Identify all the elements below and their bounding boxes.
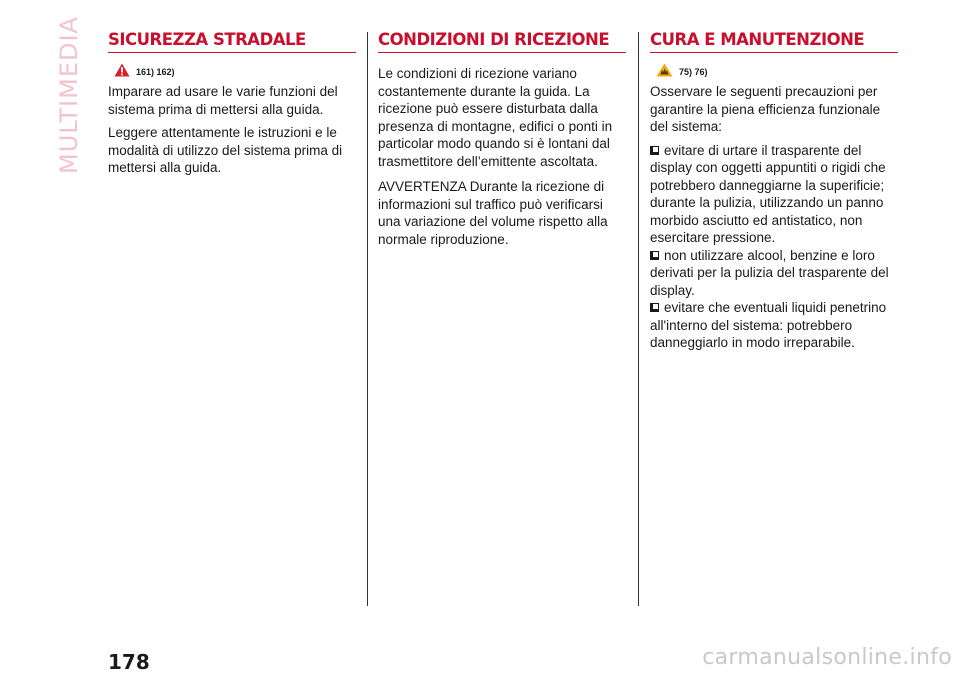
list-item	[650, 299, 898, 352]
list-item-text: evitare di urtare il trasparente del display con oggetti appuntiti o rigidi che potrebbero danneggiarne la superificie; durante la pulizia, utilizzando un panno morbido asciutto ed antistatico, non esercitare pressione.	[650, 142, 886, 245]
list-item	[650, 142, 898, 247]
paragraph: Le condizioni di ricezione variano costantemente durante la guida. La ricezione può essere disturbata dalla presenza di montagne, edifici o ponti in particolar modo quando si è lontani dal trasmettitore dell’emittente ascoltata.	[378, 66, 613, 169]
paragraph-avvertenza: AVVERTENZA Durante la ricezione di informazioni sul traffico può verificarsi una variazione del volume rispetto alla normale riproduzione.	[378, 179, 608, 247]
paragraph-intro: Osservare le seguenti precauzioni per garantire la piena efficienza funzionale del sistema:	[650, 84, 881, 134]
warning-reference-row	[108, 63, 356, 77]
list-item-text: evitare che eventuali liquidi penetrino all'interno del sistema: potrebbero danneggiarlo in modo irreparabile.	[650, 300, 887, 350]
column-divider-2	[638, 32, 639, 606]
heading-cura-manutenzione: CURA E MANUTENZIONE	[650, 30, 898, 53]
caution-reference-row	[650, 63, 898, 77]
heading-sicurezza-stradale: SICUREZZA STRADALE	[108, 30, 356, 53]
checkbox-bullet-icon	[650, 303, 659, 312]
watermark: carmanualsonline.info	[702, 645, 952, 670]
warning-triangle-red-icon	[114, 63, 130, 77]
column-cura-manutenzione	[650, 30, 898, 352]
caution-refs: 75) 76)	[679, 67, 708, 77]
column-divider-1	[367, 32, 368, 606]
list-item-text: non utilizzare alcool, benzine e loro derivati per la pulizia del trasparente del display.	[650, 247, 889, 298]
paragraph: Imparare ad usare le varie funzioni del sistema prima di mettersi alla guida.	[108, 84, 338, 117]
column-sicurezza-stradale	[108, 30, 356, 183]
section-side-label-text: MULTIMEDIA	[55, 16, 83, 174]
caution-hand-amber-icon	[656, 63, 673, 77]
page-number: 178	[108, 650, 150, 674]
section-side-label	[52, 16, 86, 174]
column-condizioni-ricezione	[378, 30, 626, 254]
paragraph: Leggere attentamente le istruzioni e le modalità di utilizzo del sistema prima di mettersi alla guida.	[108, 125, 343, 175]
checkbox-bullet-icon	[650, 251, 659, 260]
heading-condizioni-ricezione: CONDIZIONI DI RICEZIONE	[378, 30, 626, 53]
checkbox-bullet-icon	[650, 146, 659, 155]
warning-refs: 161) 162)	[136, 67, 175, 77]
list-item	[650, 247, 898, 300]
